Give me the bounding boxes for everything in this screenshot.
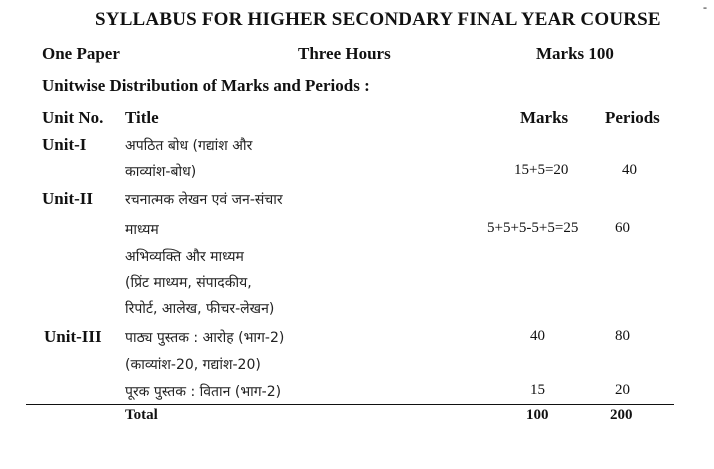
total-periods: 200 xyxy=(610,407,633,423)
total-label: Total xyxy=(125,407,158,423)
page-title: SYLLABUS FOR HIGHER SECONDARY FINAL YEAR COURSE xyxy=(95,9,661,30)
subheading: Unitwise Distribution of Marks and Periods : xyxy=(42,76,370,95)
unit-3-periods-supplementary: 20 xyxy=(615,382,630,398)
unit-2-title-line-5: रिपोर्ट, आलेख, फीचर-लेखन) xyxy=(125,301,275,317)
unit-2-title-line-1: रचनात्मक लेखन एवं जन-संचार xyxy=(125,192,283,208)
unit-3-title-line-1: पाठ्य पुस्तक : आरोह (भाग-2) xyxy=(125,330,285,346)
duration-label: Three Hours xyxy=(298,44,391,63)
marks-label: Marks 100 xyxy=(536,44,614,63)
total-divider xyxy=(26,404,674,405)
unit-3-periods-textbook: 80 xyxy=(615,328,630,344)
unit-3-title-line-2: (काव्यांश-20, गद्यांश-20) xyxy=(125,357,261,373)
unit-2-title-line-2: माध्यम xyxy=(125,222,159,238)
unit-1-title-line-1: अपठित बोध (गद्यांश और xyxy=(125,138,253,154)
unit-2-marks: 5+5+5-5+5=25 xyxy=(487,220,579,236)
unit-1-marks: 15+5=20 xyxy=(514,162,569,178)
unit-1-title-line-2: काव्यांश-बोध) xyxy=(125,164,197,180)
total-marks: 100 xyxy=(526,407,549,423)
unit-2-title-line-4: (प्रिंट माध्यम, संपादकीय, xyxy=(125,275,252,291)
unit-2-label: Unit-II xyxy=(42,189,94,208)
header-title: Title xyxy=(125,108,159,127)
header-periods: Periods xyxy=(605,108,660,127)
unit-3-marks-supplementary: 15 xyxy=(530,382,545,398)
unit-1-label: Unit-I xyxy=(42,135,87,154)
unit-2-title-line-3: अभिव्यक्ति और माध्यम xyxy=(125,249,244,265)
paper-label: One Paper xyxy=(42,44,120,63)
unit-3-label: Unit-III xyxy=(44,327,102,346)
corner-mark: - xyxy=(703,0,707,14)
unit-1-periods: 40 xyxy=(622,162,637,178)
header-marks: Marks xyxy=(520,108,569,127)
unit-3-title-line-3: पूरक पुस्तक : वितान (भाग-2) xyxy=(125,384,282,400)
header-unit: Unit No. xyxy=(42,108,104,127)
unit-3-marks-textbook: 40 xyxy=(530,328,545,344)
unit-2-periods: 60 xyxy=(615,220,630,236)
